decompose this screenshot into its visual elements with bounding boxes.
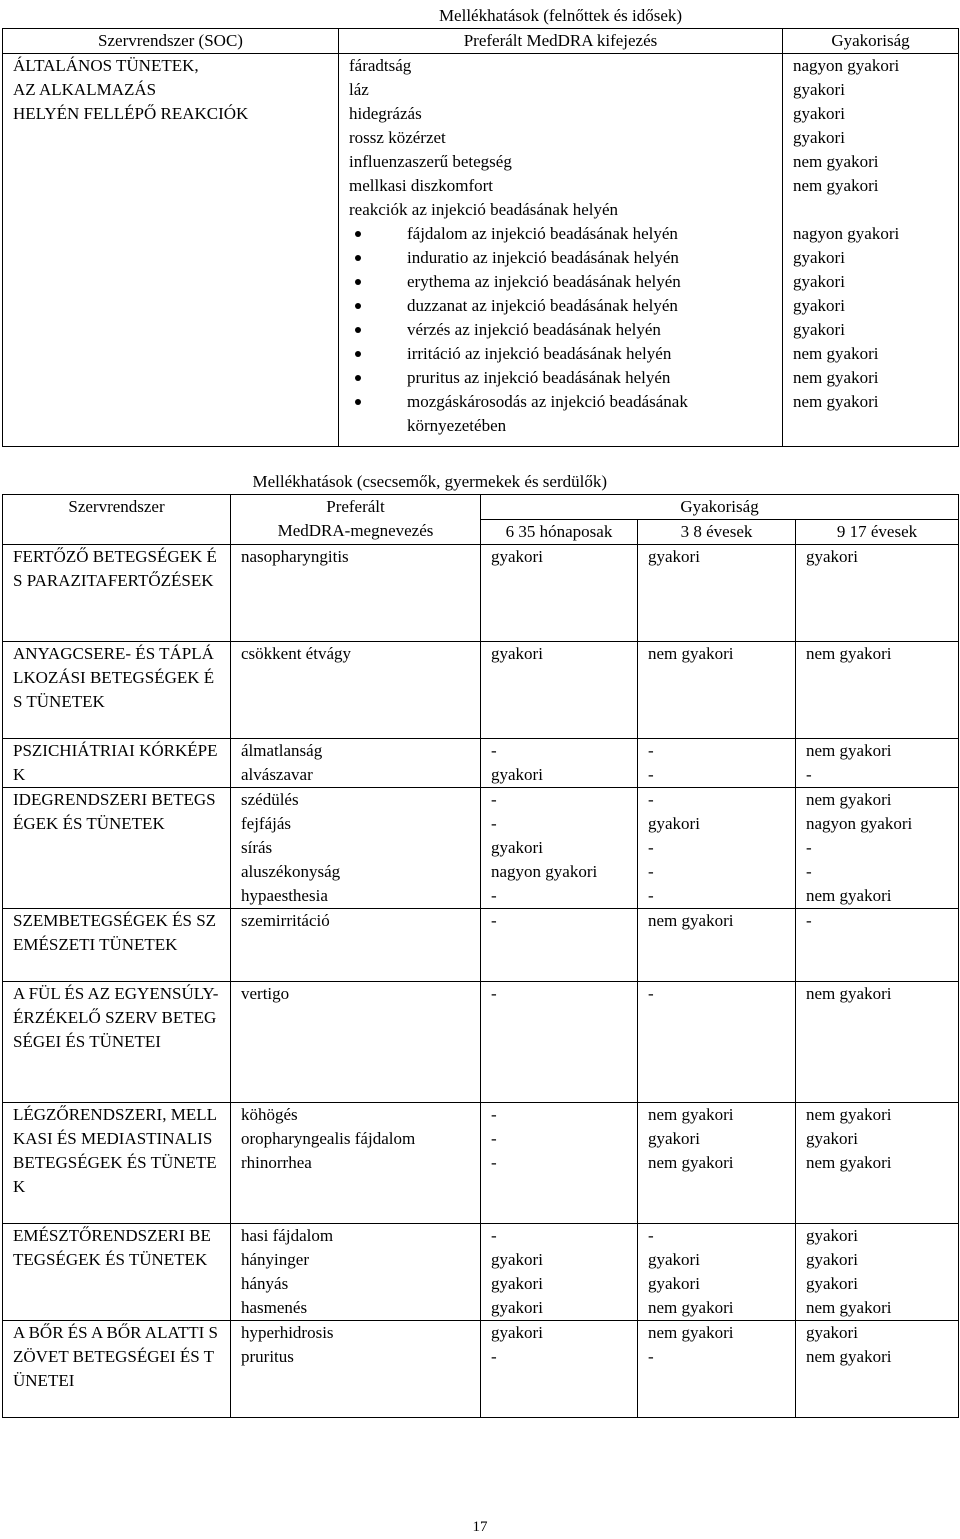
- freq-3-8y-cell: [638, 788, 796, 909]
- term-cell-line: sírás: [241, 838, 273, 857]
- table2-header-age-9-17y: 9 17 évesek: [796, 520, 959, 545]
- table1-soc-line: ÁLTALÁNOS TÜNETEK,: [13, 56, 199, 75]
- freq-9-17y-cell: [796, 545, 959, 642]
- bullet-term: vérzés az injekció beadásának helyén: [349, 318, 772, 342]
- term-cell-line: hyperhidrosis: [241, 1323, 334, 1342]
- term-cell-line: hányinger: [241, 1250, 309, 1269]
- freq-3-8y-cell-line: nem gyakori: [648, 1153, 734, 1172]
- table1-header-soc: Szervrendszer (SOC): [3, 29, 339, 54]
- table2-row: [3, 909, 959, 982]
- freq: nem gyakori: [793, 392, 879, 411]
- freq-3-8y-cell-line: -: [648, 741, 654, 760]
- soc-cell: A BŐR ÉS A BŐR ALATTI SZÖVET BETEGSÉGEI ÉS TÜNETEI: [3, 1321, 231, 1418]
- table2-row: [3, 982, 959, 1103]
- freq: gyakori: [793, 80, 845, 99]
- pediatric-adverse-reactions-table: [2, 470, 959, 1418]
- freq-3-8y-cell: [638, 909, 796, 982]
- freq-9-17y-cell: [796, 739, 959, 788]
- freq-6-35m-cell: [481, 982, 638, 1103]
- term-cell-line: nasopharyngitis: [241, 547, 349, 566]
- freq-9-17y-cell-line: gyakori: [806, 1250, 858, 1269]
- freq-6-35m-cell-line: gyakori: [491, 1298, 543, 1317]
- table2-header-term-line1: Preferált: [326, 497, 385, 516]
- term-cell-line: oropharyngealis fájdalom: [241, 1129, 416, 1148]
- freq-6-35m-cell-line: -: [491, 911, 497, 930]
- freq: nem gyakori: [793, 344, 879, 363]
- freq-3-8y-cell: [638, 982, 796, 1103]
- freq-3-8y-cell-line: -: [648, 886, 654, 905]
- table2-row: [3, 788, 959, 909]
- freq-3-8y-cell-line: -: [648, 790, 654, 809]
- term-cell-line: hypaesthesia: [241, 886, 328, 905]
- table2-row: [3, 545, 959, 642]
- term-cell: [231, 909, 481, 982]
- term-cell-line: szemirritáció: [241, 911, 330, 930]
- freq-3-8y-cell-line: nem gyakori: [648, 644, 734, 663]
- freq-3-8y-cell-line: gyakori: [648, 814, 700, 833]
- bullet-term: erythema az injekció beadásának helyén: [349, 270, 772, 294]
- table2-header-soc: Szervrendszer: [3, 495, 231, 545]
- freq-3-8y-cell-line: gyakori: [648, 1250, 700, 1269]
- bullet-term: fájdalom az injekció beadásának helyén: [349, 222, 772, 246]
- table1-freq-cell: [783, 54, 959, 447]
- freq-6-35m-cell: [481, 1321, 638, 1418]
- freq-6-35m-cell-line: -: [491, 886, 497, 905]
- table2-header-age-3-8y: 3 8 évesek: [638, 520, 796, 545]
- bullet-term: irritáció az injekció beadásának helyén: [349, 342, 772, 366]
- freq: nem gyakori: [793, 368, 879, 387]
- freq-3-8y-cell-line: nem gyakori: [648, 1323, 734, 1342]
- freq: gyakori: [793, 128, 845, 147]
- table1-title: Mellékhatások (felnőttek és idősek): [438, 6, 683, 25]
- term-cell: [231, 1103, 481, 1224]
- table1-soc-line: AZ ALKALMAZÁS: [13, 80, 157, 99]
- freq-3-8y-cell-line: nem gyakori: [648, 1298, 734, 1317]
- soc-cell: A FÜL ÉS AZ EGYENSÚLY-ÉRZÉKELŐ SZERV BETEGSÉGEI ÉS TÜNETEI: [3, 982, 231, 1103]
- table2-row: [3, 1103, 959, 1224]
- freq-6-35m-cell-line: gyakori: [491, 1250, 543, 1269]
- term-cell-line: álmatlanság: [241, 741, 323, 760]
- freq: gyakori: [793, 104, 845, 123]
- freq: gyakori: [793, 272, 845, 291]
- freq-6-35m-cell-line: gyakori: [491, 838, 543, 857]
- freq-9-17y-cell: [796, 642, 959, 739]
- freq-9-17y-cell-line: gyakori: [806, 547, 858, 566]
- freq-3-8y-cell-line: gyakori: [648, 547, 700, 566]
- soc-cell: PSZICHIÁTRIAI KÓRKÉPEK: [3, 739, 231, 788]
- freq-3-8y-cell-line: -: [648, 838, 654, 857]
- freq-9-17y-cell-line: -: [806, 862, 812, 881]
- term-cell-line: alvászavar: [241, 765, 313, 784]
- freq-6-35m-cell: [481, 739, 638, 788]
- table1-header-term: Preferált MedDRA kifejezés: [339, 29, 783, 54]
- freq: nagyon gyakori: [793, 56, 900, 75]
- page-number: 17: [472, 1519, 488, 1535]
- freq-6-35m-cell-line: -: [491, 984, 497, 1003]
- soc-cell: EMÉSZTŐRENDSZERI BETEGSÉGEK ÉS TÜNETEK: [3, 1224, 231, 1321]
- freq-6-35m-cell: [481, 545, 638, 642]
- freq-6-35m-cell-line: -: [491, 790, 497, 809]
- freq-9-17y-cell-line: nagyon gyakori: [806, 814, 913, 833]
- table1-soc-cell: [3, 54, 339, 447]
- freq-3-8y-cell-line: -: [648, 1347, 654, 1366]
- freq-6-35m-cell: [481, 642, 638, 739]
- freq-6-35m-cell-line: gyakori: [491, 1323, 543, 1342]
- freq-9-17y-cell-line: nem gyakori: [806, 1105, 892, 1124]
- term: reakciók az injekció beadásának helyén: [349, 200, 619, 219]
- freq-9-17y-cell: [796, 982, 959, 1103]
- term: mellkasi diszkomfort: [349, 176, 494, 195]
- bullet-term: pruritus az injekció beadásának helyén: [349, 366, 772, 390]
- table2-header-age-6-35m: 6 35 hónaposak: [481, 520, 638, 545]
- freq-6-35m-cell-line: -: [491, 1226, 497, 1245]
- soc-cell: FERTŐZŐ BETEGSÉGEK ÉS PARAZITAFERTŐZÉSEK: [3, 545, 231, 642]
- table2-row: [3, 1224, 959, 1321]
- term: hidegrázás: [349, 104, 422, 123]
- table2-header-term-line2: MedDRA-megnevezés: [277, 521, 434, 540]
- freq-3-8y-cell-line: -: [648, 765, 654, 784]
- freq-9-17y-cell-line: gyakori: [806, 1274, 858, 1293]
- term-cell-line: csökkent étvágy: [241, 644, 351, 663]
- freq-3-8y-cell: [638, 1103, 796, 1224]
- term-cell: [231, 982, 481, 1103]
- freq-3-8y-cell-line: -: [648, 984, 654, 1003]
- term: fáradtság: [349, 56, 412, 75]
- term: influenzaszerű betegség: [349, 152, 512, 171]
- soc-cell: SZEMBETEGSÉGEK ÉS SZEMÉSZETI TÜNETEK: [3, 909, 231, 982]
- freq-3-8y-cell-line: gyakori: [648, 1274, 700, 1293]
- freq-9-17y-cell-line: nem gyakori: [806, 1153, 892, 1172]
- term-cell: [231, 788, 481, 909]
- freq-9-17y-cell-line: nem gyakori: [806, 886, 892, 905]
- freq-9-17y-cell-line: nem gyakori: [806, 1298, 892, 1317]
- freq-3-8y-cell: [638, 1321, 796, 1418]
- freq-9-17y-cell-line: gyakori: [806, 1323, 858, 1342]
- table1-terms-cell: [339, 54, 783, 447]
- bullet-term: duzzanat az injekció beadásának helyén: [349, 294, 772, 318]
- freq-3-8y-cell-line: gyakori: [648, 1129, 700, 1148]
- freq-6-35m-cell-line: -: [491, 1105, 497, 1124]
- term-cell-line: hasi fájdalom: [241, 1226, 334, 1245]
- freq-3-8y-cell: [638, 739, 796, 788]
- freq-9-17y-cell: [796, 1103, 959, 1224]
- freq-9-17y-cell-line: nem gyakori: [806, 644, 892, 663]
- term-cell-line: hányás: [241, 1274, 289, 1293]
- bullet-term-text: mozgáskárosodás az injekció beadásának környezetében: [407, 392, 688, 435]
- freq-6-35m-cell: [481, 909, 638, 982]
- freq-9-17y-cell-line: nem gyakori: [806, 984, 892, 1003]
- freq-9-17y-cell-line: gyakori: [806, 1226, 858, 1245]
- freq-9-17y-cell: [796, 1224, 959, 1321]
- freq-6-35m-cell: [481, 1224, 638, 1321]
- freq-3-8y-cell-line: -: [648, 862, 654, 881]
- term-cell: [231, 1224, 481, 1321]
- freq-6-35m-cell-line: -: [491, 741, 497, 760]
- freq: nem gyakori: [793, 176, 879, 195]
- soc-cell: ANYAGCSERE- ÉS TÁPLÁLKOZÁSI BETEGSÉGEK ÉS TÜNETEK: [3, 642, 231, 739]
- freq-9-17y-cell: [796, 1321, 959, 1418]
- term-cell-line: aluszékonyság: [241, 862, 341, 881]
- freq-3-8y-cell-line: nem gyakori: [648, 911, 734, 930]
- freq-6-35m-cell: [481, 788, 638, 909]
- freq-6-35m-cell: [481, 1103, 638, 1224]
- freq-3-8y-cell: [638, 642, 796, 739]
- term-cell: [231, 1321, 481, 1418]
- term-cell-line: rhinorrhea: [241, 1153, 312, 1172]
- term-cell: [231, 545, 481, 642]
- freq-9-17y-cell-line: gyakori: [806, 1129, 858, 1148]
- freq: gyakori: [793, 248, 845, 267]
- table2-row: [3, 642, 959, 739]
- term-cell-line: köhögés: [241, 1105, 298, 1124]
- term-cell: [231, 739, 481, 788]
- term-cell: [231, 642, 481, 739]
- freq-9-17y-cell-line: -: [806, 765, 812, 784]
- term-cell-line: hasmenés: [241, 1298, 308, 1317]
- soc-cell: LÉGZŐRENDSZERI, MELLKASI ÉS MEDIASTINALIS BETEGSÉGEK ÉS TÜNETEK: [3, 1103, 231, 1224]
- freq-6-35m-cell-line: gyakori: [491, 765, 543, 784]
- bullet-term: induratio az injekció beadásának helyén: [349, 246, 772, 270]
- freq-9-17y-cell-line: -: [806, 911, 812, 930]
- freq: nem gyakori: [793, 152, 879, 171]
- freq-3-8y-cell-line: nem gyakori: [648, 1105, 734, 1124]
- freq: gyakori: [793, 320, 845, 339]
- table1-header-freq: Gyakoriság: [783, 29, 959, 54]
- table2-row: [3, 739, 959, 788]
- term: láz: [349, 80, 369, 99]
- freq-9-17y-cell-line: nem gyakori: [806, 1347, 892, 1366]
- freq-3-8y-cell-line: -: [648, 1226, 654, 1245]
- freq-6-35m-cell-line: -: [491, 814, 497, 833]
- freq-9-17y-cell-line: nem gyakori: [806, 741, 892, 760]
- table2-header-term: [231, 495, 481, 545]
- freq-6-35m-cell-line: gyakori: [491, 1274, 543, 1293]
- table2-header-freq: Gyakoriság: [481, 495, 959, 520]
- freq-3-8y-cell: [638, 545, 796, 642]
- freq: [793, 198, 948, 222]
- freq-9-17y-cell-line: nem gyakori: [806, 790, 892, 809]
- freq: nagyon gyakori: [793, 224, 900, 243]
- freq-6-35m-cell-line: nagyon gyakori: [491, 862, 598, 881]
- freq-6-35m-cell-line: -: [491, 1129, 497, 1148]
- term: rossz közérzet: [349, 128, 446, 147]
- bullet-term: [349, 390, 772, 438]
- term-cell-line: vertigo: [241, 984, 290, 1003]
- freq-6-35m-cell-line: -: [491, 1153, 497, 1172]
- term-cell-line: szédülés: [241, 790, 299, 809]
- freq-6-35m-cell-line: -: [491, 1347, 497, 1366]
- freq-9-17y-cell: [796, 788, 959, 909]
- table2-row: [3, 1321, 959, 1418]
- freq-6-35m-cell-line: gyakori: [491, 644, 543, 663]
- table2-title: Mellékhatások (csecsemők, gyermekek és serdülők): [252, 472, 608, 491]
- term-cell-line: pruritus: [241, 1347, 294, 1366]
- freq: gyakori: [793, 296, 845, 315]
- freq-6-35m-cell-line: gyakori: [491, 547, 543, 566]
- soc-cell: IDEGRENDSZERI BETEGSÉGEK ÉS TÜNETEK: [3, 788, 231, 909]
- adult-adverse-reactions-table: [2, 4, 959, 447]
- freq-9-17y-cell: [796, 909, 959, 982]
- term-cell-line: fejfájás: [241, 814, 292, 833]
- freq-9-17y-cell-line: -: [806, 838, 812, 857]
- table1-soc-line: HELYÉN FELLÉPŐ REAKCIÓK: [13, 104, 249, 123]
- freq-3-8y-cell: [638, 1224, 796, 1321]
